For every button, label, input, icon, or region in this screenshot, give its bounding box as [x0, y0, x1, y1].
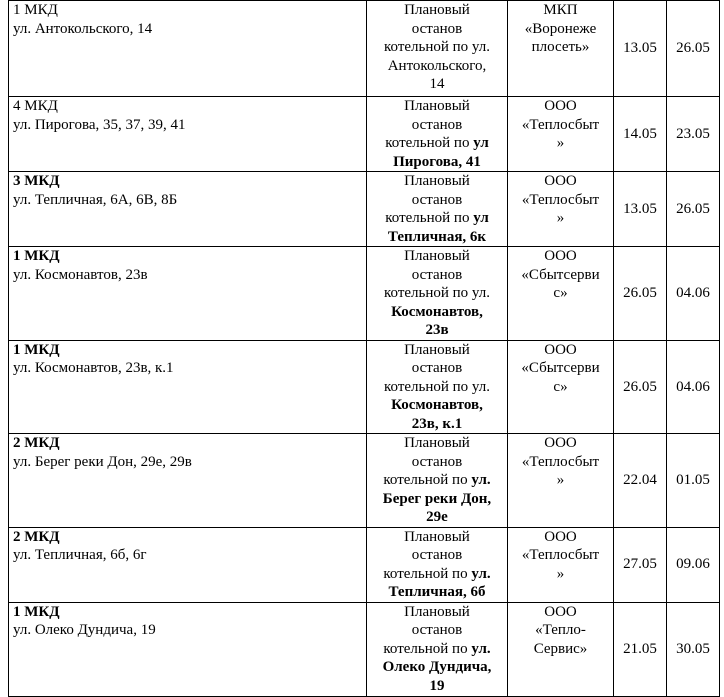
- reason-line: Берег реки Дон,: [382, 490, 492, 507]
- outage-table-body: [9, 0, 720, 696]
- address-text: ул. Пирогова, 35, 37, 39, 41: [13, 116, 186, 133]
- address-text: ул. Антокольского, 14: [13, 20, 153, 37]
- start-date-cell: 14.05: [614, 97, 667, 172]
- reason-line: Плановый: [404, 528, 470, 545]
- table-row: [9, 97, 720, 172]
- organization-cell: [508, 340, 614, 434]
- reason-cell: [367, 527, 508, 602]
- address-text: ул. Тепличная, 6А, 6В, 8Б: [13, 191, 178, 208]
- organization-line: с»: [553, 378, 568, 395]
- reason-line: останов: [411, 266, 463, 283]
- reason-line: Пирогова, 41: [393, 153, 481, 170]
- reason-cell: [367, 1, 508, 97]
- organization-cell: [508, 97, 614, 172]
- address-cell: [9, 172, 367, 247]
- organization-line: «Тепло-: [535, 622, 586, 638]
- organization-cell: [508, 602, 614, 696]
- reason-line: останов: [411, 453, 463, 470]
- start-date-cell: 21.05: [614, 602, 667, 696]
- address-text: ул. Космонавтов, 23в, к.1: [13, 360, 174, 376]
- end-date-cell: 23.05: [667, 97, 720, 172]
- start-date-cell: 13.05: [614, 1, 667, 97]
- building-count: 1 МКД: [13, 2, 58, 18]
- organization-cell: [508, 247, 614, 341]
- organization-cell: [508, 1, 614, 97]
- start-date-cell: 22.04: [614, 434, 667, 528]
- reason-cell: [367, 172, 508, 247]
- table-row: [9, 340, 720, 434]
- end-date-cell: 01.05: [667, 434, 720, 528]
- organization-cell: [508, 172, 614, 247]
- table-row: [9, 247, 720, 341]
- reason-line: останов: [411, 116, 463, 133]
- reason-cell: [367, 602, 508, 696]
- reason-line: Плановый: [404, 435, 470, 451]
- table-row: [9, 1, 720, 97]
- organization-line: «Теплосбыт: [521, 547, 600, 563]
- building-count: 4 МКД: [13, 98, 58, 114]
- reason-line: Космонавтов,: [391, 397, 483, 413]
- building-count: 1 МКД: [13, 603, 60, 620]
- end-date-cell: 26.05: [667, 172, 720, 247]
- table-row: [9, 602, 720, 696]
- organization-line: «Теплосбыт: [521, 453, 600, 470]
- organization-line: »: [556, 565, 565, 582]
- reason-line: Космонавтов,: [391, 303, 483, 320]
- reason-line: останов: [411, 191, 463, 208]
- reason-line: Плановый: [404, 98, 470, 114]
- reason-line: 19: [429, 677, 445, 694]
- organization-line: «Сбытсерви: [521, 266, 600, 283]
- organization-line: ООО: [544, 528, 577, 545]
- reason-line: Антокольского,: [387, 57, 487, 74]
- start-date-cell: 26.05: [614, 340, 667, 434]
- reason-line: Плановый: [404, 248, 470, 264]
- organization-line: с»: [553, 285, 568, 301]
- reason-line: котельной по ул.: [383, 472, 491, 488]
- building-count: 1 МКД: [13, 248, 60, 264]
- address-cell: [9, 340, 367, 434]
- table-row: [9, 172, 720, 247]
- reason-line: Плановый: [404, 2, 470, 18]
- address-cell: [9, 434, 367, 528]
- reason-line: Плановый: [404, 341, 470, 358]
- reason-line: котельной по ул.: [383, 565, 491, 582]
- address-text: ул. Олеко Дундича, 19: [13, 622, 156, 638]
- address-text: ул. Тепличная, 6б, 6г: [13, 547, 147, 563]
- organization-cell: [508, 434, 614, 528]
- organization-line: »: [556, 472, 565, 488]
- end-date-cell: 04.06: [667, 247, 720, 341]
- organization-line: ООО: [544, 173, 577, 189]
- end-date-cell: 26.05: [667, 1, 720, 97]
- address-cell: [9, 602, 367, 696]
- reason-cell: [367, 247, 508, 341]
- end-date-cell: 09.06: [667, 527, 720, 602]
- organization-line: МКП: [543, 2, 578, 18]
- end-date-cell: 04.06: [667, 340, 720, 434]
- reason-line: останов: [411, 360, 463, 376]
- reason-line: котельной по ул.: [383, 285, 491, 301]
- reason-line: останов: [411, 547, 463, 563]
- organization-line: Сервис»: [533, 640, 588, 657]
- reason-bold-fragment: ул.: [471, 565, 491, 582]
- reason-line: 29е: [426, 509, 448, 525]
- reason-bold-fragment: ул.: [471, 640, 491, 657]
- reason-bold-fragment: ул.: [471, 472, 491, 488]
- end-date-cell: 30.05: [667, 602, 720, 696]
- table-row: [9, 434, 720, 528]
- organization-line: «Теплосбыт: [521, 116, 600, 133]
- reason-line: останов: [411, 20, 463, 37]
- reason-line: Плановый: [404, 173, 470, 189]
- reason-cell: [367, 434, 508, 528]
- organization-line: »: [556, 135, 565, 151]
- reason-line: котельной по ул.: [383, 39, 491, 55]
- building-count: 1 МКД: [13, 341, 60, 358]
- reason-bold-fragment: ул: [473, 210, 489, 226]
- reason-line: котельной по ул.: [383, 640, 491, 657]
- organization-line: »: [556, 210, 565, 226]
- reason-line: 23в, к.1: [411, 415, 463, 432]
- reason-line: котельной по ул: [385, 135, 489, 151]
- start-date-cell: 27.05: [614, 527, 667, 602]
- organization-line: ООО: [544, 98, 577, 114]
- start-date-cell: 13.05: [614, 172, 667, 247]
- outage-table: [8, 0, 720, 697]
- address-text: ул. Космонавтов, 23в: [13, 266, 148, 283]
- reason-line: останов: [411, 622, 463, 638]
- reason-line: Плановый: [404, 603, 470, 620]
- building-count: 2 МКД: [13, 528, 60, 545]
- organization-line: ООО: [544, 435, 577, 451]
- reason-line: котельной по ул.: [383, 378, 491, 395]
- building-count: 3 МКД: [13, 173, 60, 189]
- organization-line: ООО: [544, 341, 577, 358]
- address-cell: [9, 97, 367, 172]
- address-cell: [9, 1, 367, 97]
- organization-cell: [508, 527, 614, 602]
- start-date-cell: 26.05: [614, 247, 667, 341]
- reason-line: 23в: [425, 322, 449, 338]
- reason-cell: [367, 340, 508, 434]
- building-count: 2 МКД: [13, 435, 60, 451]
- reason-line: Тепличная, 6к: [387, 228, 487, 245]
- address-text: ул. Берег реки Дон, 29е, 29в: [13, 453, 192, 470]
- reason-line: Олеко Дундича,: [382, 659, 492, 675]
- reason-bold-fragment: ул: [473, 135, 489, 151]
- organization-line: «Теплосбыт: [521, 191, 600, 208]
- reason-line: котельной по ул: [385, 210, 489, 226]
- table-row: [9, 527, 720, 602]
- organization-line: «Сбытсерви: [521, 360, 600, 376]
- reason-line: Тепличная, 6б: [388, 584, 486, 600]
- reason-cell: [367, 97, 508, 172]
- organization-line: ООО: [544, 603, 577, 620]
- organization-line: «Воронеже: [524, 20, 597, 37]
- organization-line: плосеть»: [531, 39, 590, 55]
- organization-line: ООО: [544, 248, 577, 264]
- address-cell: [9, 527, 367, 602]
- address-cell: [9, 247, 367, 341]
- reason-line: 14: [429, 76, 445, 92]
